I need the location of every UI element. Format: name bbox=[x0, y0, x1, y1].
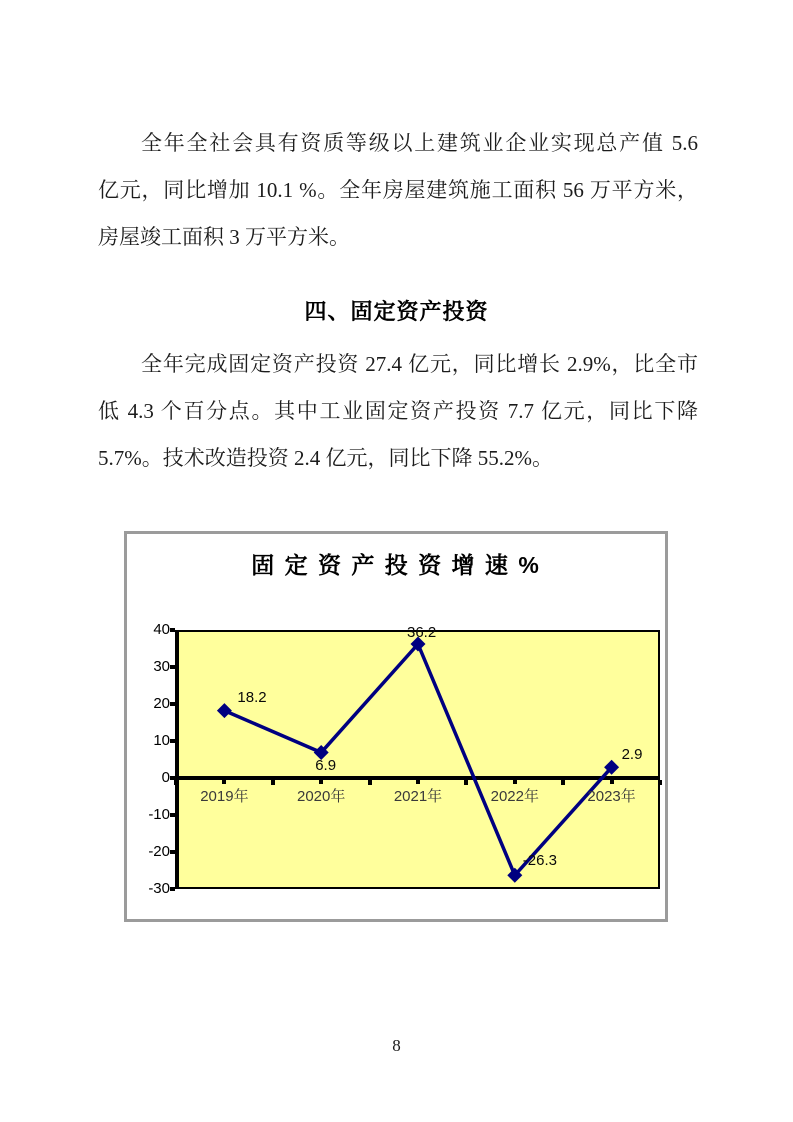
paragraph-line: 低 4.3 个百分点。其中工业固定资产投资 7.7 亿元，同比下降 bbox=[98, 399, 698, 423]
data-point-label: 18.2 bbox=[237, 688, 267, 706]
line-series bbox=[176, 630, 660, 889]
chart-plot-area bbox=[176, 624, 660, 889]
paragraph-line: 全年全社会具有资质等级以上建筑业企业实现总产值 5.6 bbox=[141, 131, 698, 155]
data-point-label: 6.9 bbox=[315, 757, 337, 775]
investment-growth-chart bbox=[124, 531, 668, 922]
data-point-label: 36.2 bbox=[407, 624, 437, 642]
y-tick-label: 30 bbox=[153, 658, 170, 675]
chart-title: 固 定 资 产 投 资 增 速 % bbox=[251, 552, 541, 578]
y-tick-label: -30 bbox=[148, 880, 170, 897]
series-line bbox=[224, 644, 611, 875]
y-tick-label: 10 bbox=[153, 732, 170, 749]
x-category-label: 2022年 bbox=[490, 788, 539, 805]
y-tick-label: 20 bbox=[153, 695, 170, 712]
x-category-label: 2021年 bbox=[393, 788, 443, 805]
data-point-marker bbox=[217, 703, 232, 718]
paragraph-line: 全年完成固定资产投资 27.4 亿元，同比增长 2.9%，比全市 bbox=[141, 352, 698, 376]
paragraph-construction bbox=[98, 120, 698, 261]
paragraph-line: 亿元，同比增加 10.1 %。全年房屋建筑施工面积 56 万平方米， bbox=[98, 178, 698, 202]
x-category-label: 2023年 bbox=[587, 788, 636, 805]
section-heading: 四、固定资产投资 bbox=[304, 299, 489, 324]
paragraph-line: 房屋竣工面积 3 万平方米。 bbox=[98, 225, 350, 249]
page-number: 8 bbox=[392, 1036, 401, 1055]
paragraph-line: 5.7%。技术改造投资 2.4 亿元，同比下降 55.2%。 bbox=[98, 446, 553, 470]
x-category-label: 2019年 bbox=[200, 788, 249, 805]
y-tick-label: 0 bbox=[161, 769, 170, 786]
y-tick-label: 40 bbox=[153, 621, 170, 638]
x-category-label: 2020年 bbox=[297, 788, 346, 805]
y-tick-label: -20 bbox=[148, 843, 170, 860]
paragraph-investment bbox=[98, 341, 698, 482]
y-tick-label: -10 bbox=[148, 806, 170, 823]
data-point-label: -26.3 bbox=[522, 852, 557, 870]
data-point-label: 2.9 bbox=[621, 746, 643, 764]
